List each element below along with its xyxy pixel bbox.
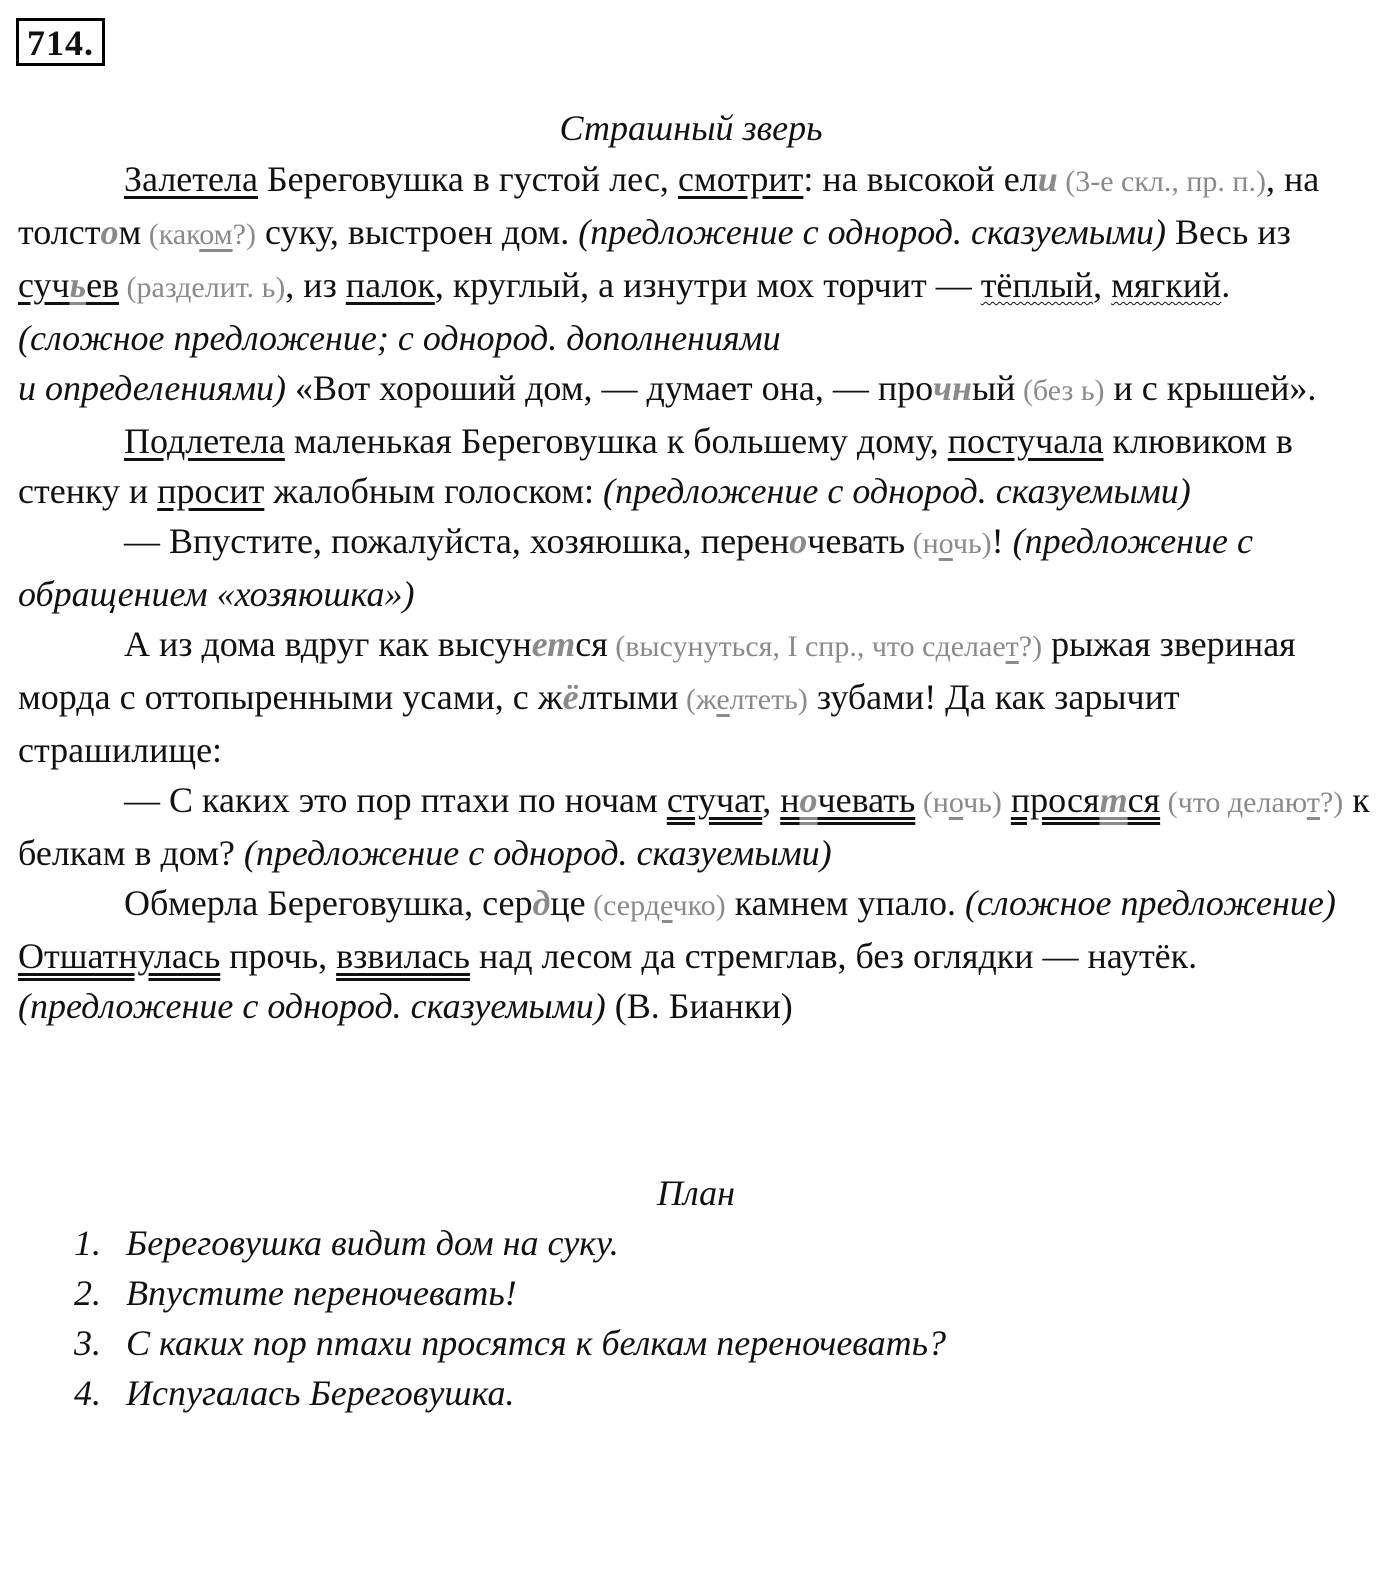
text-run: жалобным голоском: [264,471,604,511]
text-run: прочь, [220,936,337,976]
hint: (н [915,786,949,819]
text-run: ся [575,624,608,664]
plan-item [74,1218,1274,1268]
comment: (предложение с однород. сказуемыми) [578,212,1167,252]
plan-item-number: 1. [74,1223,101,1263]
hint: ?) [232,218,256,251]
plan-title: План [657,1173,735,1213]
story-text [18,154,1374,1031]
comment: (предложение с однород. сказуемыми) [603,471,1191,511]
plan-item [74,1368,1274,1418]
text-run: над лесом да стремглав, без оглядки — наутёк. [469,936,1198,976]
text-run: лтыми [578,677,679,717]
text-run: зубами! Да как зарычит страшилище: [18,677,1180,770]
spelling-letter: и [1037,159,1058,199]
spelling-letter: т [1099,780,1128,820]
plan-list [74,1218,1274,1418]
hint: (3-е скл., пр. п.) [1057,165,1266,198]
spelling-letter: о [100,212,119,252]
predicate: стучат [666,780,763,820]
comment: (сложное предложение) [964,883,1336,923]
hint: (что делаю [1160,786,1307,819]
plan-item-text: С каких пор птахи просятся к белкам переночевать? [126,1323,947,1363]
hint: (как [141,218,200,251]
text-run: , [762,780,781,820]
comment: (предложение с однород. сказуемыми) [18,986,606,1026]
exercise-number: 714. [16,18,105,66]
predicate: взвилась [336,936,470,976]
text-run: Обмерла Береговушка, сер [124,883,533,923]
plan-item-text: Испугалась Береговушка. [126,1373,515,1413]
comment: (сложное предложение; с однород. дополнениями [18,318,781,358]
hint: о [948,786,964,819]
paragraph-2 [18,416,1374,516]
predicate: чевать [817,780,916,820]
text-run: , из [285,265,346,305]
paragraph-1 [18,154,1374,416]
comment: и определениями) [18,368,286,408]
predicate: Отшатнулась [18,936,221,976]
text-run: , круглый, а изнутри мох торчит — [434,265,981,305]
plan-item-number: 3. [74,1323,101,1363]
paragraph-3 [18,516,1374,619]
spelling-letter: о [799,780,818,820]
text-run: : на высокой ел [803,159,1038,199]
plan-item [74,1268,1274,1318]
predicate: смотрит [677,159,804,199]
predicate: Залетела [124,159,258,199]
paragraph-4 [18,619,1374,775]
text-run: рыжая звериная морда с оттопыренными усами, с ж [18,624,1296,717]
plan-item [74,1318,1274,1368]
text-run: маленькая Береговушка к большему дому, [284,421,948,461]
plan-item-text: Впустите переночевать! [126,1273,517,1313]
paragraph-5 [18,775,1374,878]
comment: (предложение с однород. сказуемыми) [243,833,832,873]
text-run: це [550,883,586,923]
text-run: , на толст [18,159,1320,252]
spelling-letter: ь [69,265,87,305]
hint: (без ь) [1015,374,1105,407]
predicate: прося [1010,780,1100,820]
text-run: Весь из [1166,212,1291,252]
hint: (высунуться, I спр., что сделае [607,630,1006,663]
predicate: н [780,780,800,820]
object: суч [18,265,70,305]
attribute: мягкий [1111,265,1222,305]
hint: т [1005,630,1019,663]
hint: лтеть) [729,683,808,716]
hint: ?) [1319,786,1344,819]
text-run: «Вот хороший дом, — думает она, — про [285,368,934,408]
predicate: постучала [947,421,1104,461]
comment: (предложение с обращением «хозяюшка») [18,521,1253,614]
hint: де [644,889,673,922]
text-run: к белкам в дом? [18,780,1370,873]
text-run: и с крышей». [1104,368,1317,408]
text-run [1002,780,1011,820]
hint: о [938,527,953,560]
predicate: просит [157,471,265,511]
text-run: А из дома вдруг как высун [124,624,532,664]
text-run: . [1221,265,1231,305]
attribute: тёплый [980,265,1094,305]
plan-item-number: 2. [74,1273,101,1313]
hint: т [1306,786,1320,819]
spelling-letter: ет [531,624,576,664]
text-run: — С каких это пор птахи по ночам [124,780,667,820]
hint: (разделит. ь) [119,271,286,304]
text-run: камнем упало. [725,883,965,923]
hint: (ж [678,683,717,716]
text-run: ый [971,368,1016,408]
author-attribution: (В. Бианки) [605,986,793,1026]
text-run: чевать [807,521,906,561]
spelling-letter: д [532,883,551,923]
text-run: суку, выстроен дом. [255,212,579,252]
object: палок [345,265,435,305]
hint: е [716,683,730,716]
text-run: клювиком в стенку и [18,421,1293,511]
paragraph-6 [18,878,1374,1031]
hint: чь) [952,527,992,560]
hint: (сер [585,889,645,922]
predicate: ся [1127,780,1161,820]
text-run: , [1093,265,1112,305]
spelling-letter: чн [933,368,972,408]
hint: (н [905,527,939,560]
story-title: Страшный зверь [559,108,823,148]
predicate: Подлетела [124,421,285,461]
text-run: ! [991,521,1013,561]
text-run: м [118,212,142,252]
hint: чь) [963,786,1002,819]
hint: ом [199,218,233,251]
object: ев [86,265,120,305]
spelling-letter: ё [562,677,579,717]
hint: ?) [1018,630,1043,663]
plan-item-number: 4. [74,1373,101,1413]
text-run: Береговушка в густой лес, [257,159,678,199]
spelling-letter: о [789,521,808,561]
text-run: — Впустите, пожалуйста, хозяюшка, перен [124,521,790,561]
hint: чко) [672,889,726,922]
plan-item-text: Береговушка видит дом на суку. [126,1223,619,1263]
